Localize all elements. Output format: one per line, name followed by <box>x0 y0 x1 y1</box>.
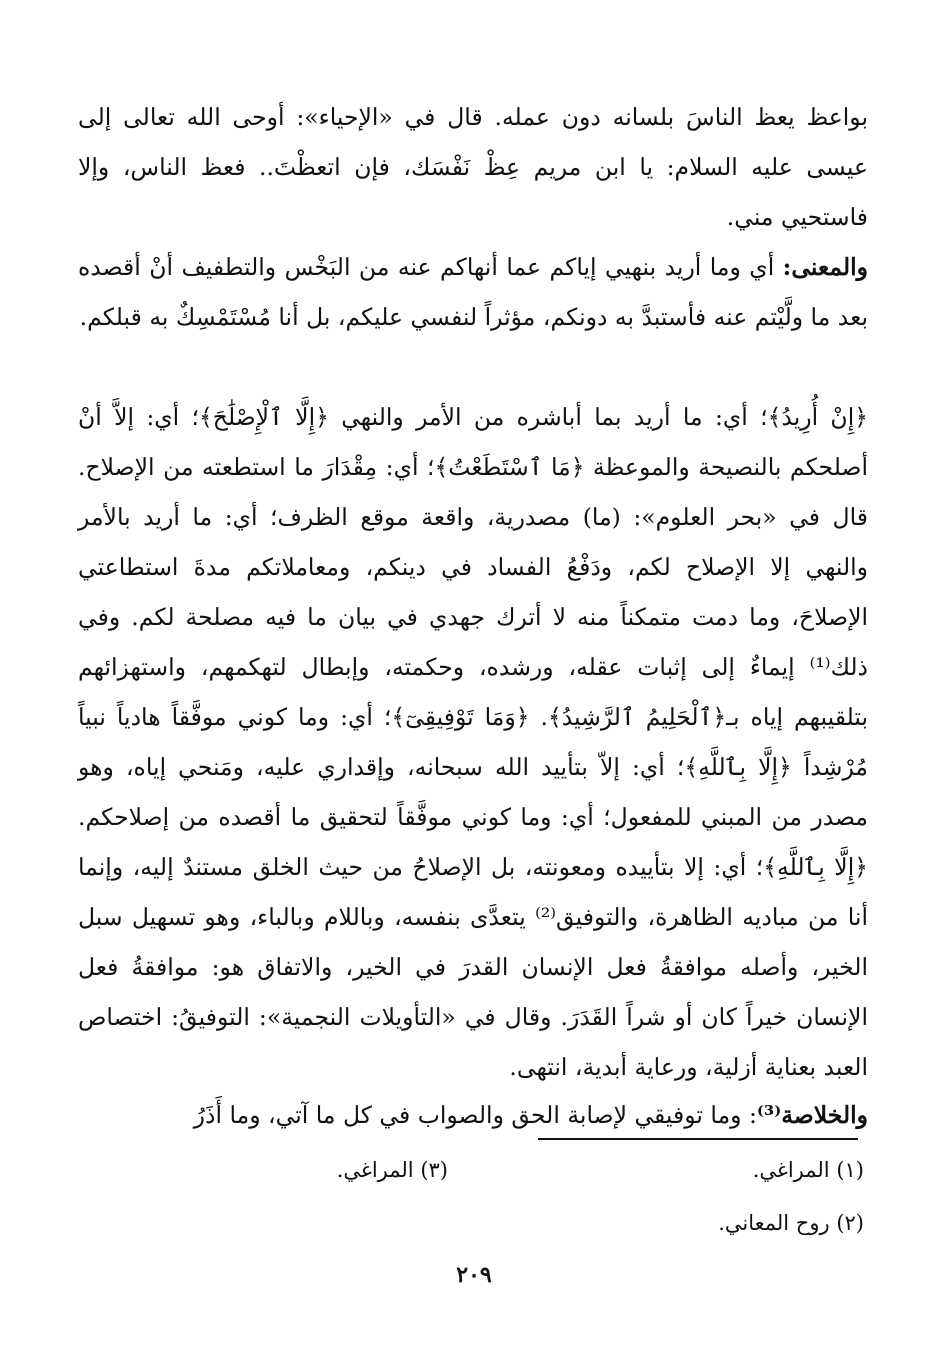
paragraph-3 <box>78 392 868 1092</box>
paragraph-2 <box>78 242 868 342</box>
paragraph-3-text: ﴿إِنْ أُرِيدُ﴾؛ أي: ما أريد بما أباشره من الأمر والنهي ﴿إِلَّا ٱلْإِصْلَٰحَ﴾؛ أي: إلاَّ أنْ أصلحكم بالنصيحة والموعظة ﴿مَا ٱسْتَطَعْتُ﴾؛ أي: مِقْدَارَ ما استطعته من الإصلاح. قال في «بحر العلوم»: (ما) مصدرية، واقعة موقع الظرف؛ أي: ما أريد بالأمر والنهي إلا الإصلاح لكم، ودَفْعُ الفساد في دينكم، ومعاملاتكم مدةَ استطاعتي الإصلاحَ، وما دمت متمكناً منه لا أترك جهدي في بيان ما فيه مصلحة لكم. وفي ذلك⁽¹⁾ إيماءٌ إلى إثبات عقله، ورشده، وحكمته، وإبطال لتهكمهم، واستهزائهم بتلقيبهم إياه بـ﴿ٱلْحَلِيمُ ٱلرَّشِيدُ﴾. ﴿وَمَا تَوْفِيقِىٓ﴾؛ أي: وما كوني موفَّقاً هادياً نبياً مُرْشِداً ﴿إِلَّا بِٱللَّهِ﴾؛ أي: إلاّ بتأييد الله سبحانه، وإقداري عليه، ومَنحي إياه، وهو مصدر من المبني للمفعول؛ أي: وما كوني موفَّقاً لتحقيق ما أقصده من إصلاحكم. ﴿إِلَّا بِٱللَّهِ﴾؛ أي: إلا بتأييده ومعونته، بل الإصلاحُ من حيث الخلق مستندٌ إليه، وإنما أنا من مباديه الظاهرة، والتوفيق⁽²⁾ يتعدَّى بنفسه، وباللام وبالباء، وهو تسهيل سبل الخير، وأصله موافقةُ فعل الإنسان القدرَ في الخير، والاتفاق هو: موافقةُ فعل الإنسان خيراً كان أو شراً القَدَرَ. وقال في «التأويلات النجمية»: التوفيقُ: اختصاص العبد بعناية أزلية، ورعاية أبدية، انتهى. <box>78 403 868 1081</box>
paragraph-1 <box>78 92 868 242</box>
paragraph-1-text: بواعظ يعظ الناسَ بلسانه دون عمله. قال في «الإحياء»: أوحى الله تعالى إلى عيسى عليه السلام: يا ابن مريم عِظْ نَفْسَك، فإن اتعظْتَ.. فعظ الناس، وإلا فاستحيي مني. <box>78 103 868 231</box>
footnote-2: (٢) روح المعاني. <box>718 1211 864 1235</box>
paragraph-4 <box>78 1090 868 1140</box>
paragraph-4-text: : وما توفيقي لإصابة الحق والصواب في كل ما آتي، وما أَذَرُ <box>193 1101 757 1129</box>
paragraph-2-lead: والمعنى: <box>782 253 868 281</box>
footnote-3: (٣) المراغي. <box>336 1158 448 1182</box>
footnote-divider <box>538 1138 858 1140</box>
paragraph-4-lead: والخلاصة⁽³⁾ <box>756 1101 868 1129</box>
paragraph-2-text: أي وما أريد بنهيي إياكم عما أنهاكم عنه من البَخْس والتطفيف أنْ أقصده بعد ما ولَّيْتم عنه فأستبدَّ به دونكم، مؤثراً لنفسي عليكم، بل أنا مُسْتَمْسِكٌ به قبلكم. <box>78 253 868 331</box>
page-number: ٢٠٩ <box>456 1262 492 1288</box>
footnote-1: (١) المراغي. <box>752 1158 864 1182</box>
